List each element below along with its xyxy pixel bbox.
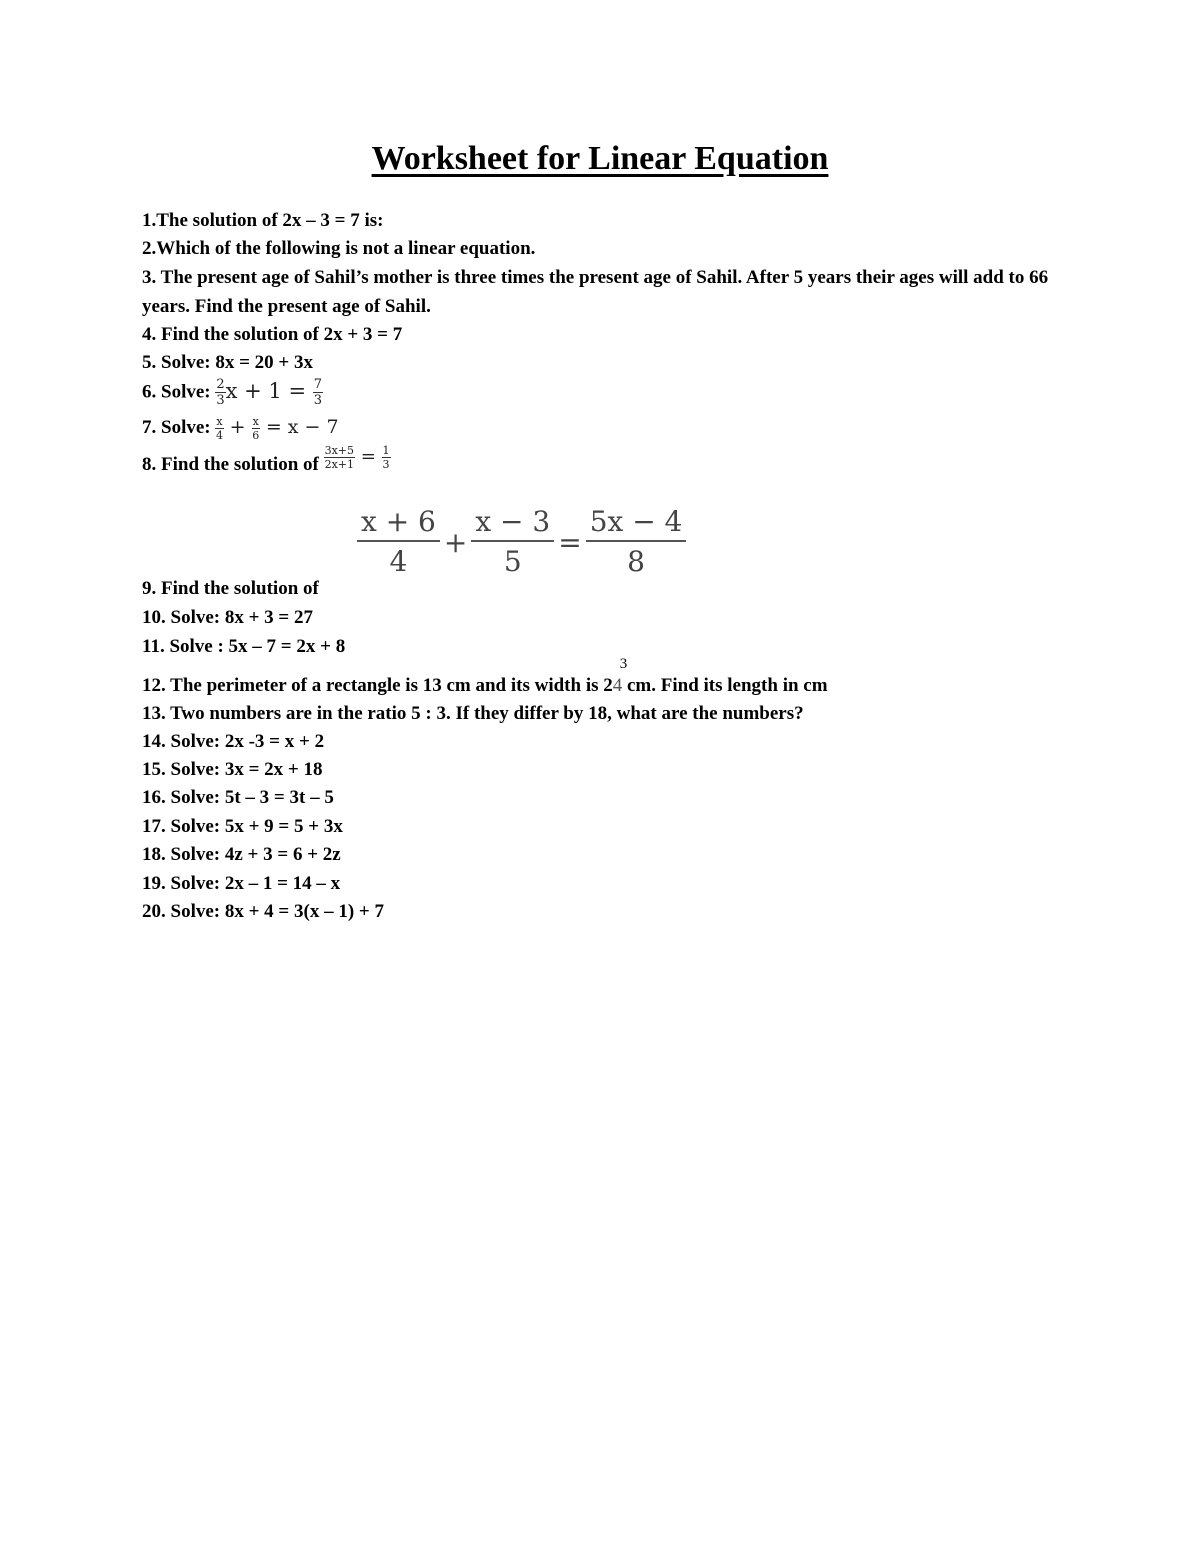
- question-6-equation: $\frac{2}{3}$ x + 1 = $\frac{7}{3}$: [216, 377, 323, 408]
- fraction: $\frac{1}{3}$: [382, 443, 390, 471]
- question-8: [142, 443, 391, 478]
- question-12: 12. The perimeter of a rectangle is 13 cm and its width is 2 3 4 cm. Find its length in cm: [142, 656, 828, 696]
- fraction: $\frac{x - 3}{5}$: [471, 508, 554, 576]
- question-16: 16. Solve: 5t – 3 = 3t – 5: [142, 787, 334, 808]
- question-18: 18. Solve: 4z + 3 = 6 + 2z: [142, 844, 341, 865]
- fraction: $\frac{x + 6}{4}$: [357, 508, 440, 576]
- question-14: 14. Solve: 2x -3 = x + 2: [142, 731, 325, 752]
- question-5: 5. Solve: 8x = 20 + 3x: [142, 352, 314, 373]
- question-13: 13. Two numbers are in the ratio 5 : 3. If they differ by 18, what are the numbers?: [142, 703, 804, 724]
- fraction: $\frac{2}{3}$: [216, 377, 225, 408]
- question-3: 3. The present age of Sahil’s mother is three times the present age of Sahil. After 5 years their ages will add to 66 years. Find the present age of Sahil.: [142, 267, 1049, 317]
- question-15: 15. Solve: 3x = 2x + 18: [142, 759, 323, 780]
- question-7: [142, 415, 339, 441]
- question-4: 4. Find the solution of 2x + 3 = 7: [142, 324, 403, 345]
- fraction: $\frac{3x+5}{2x+1}$: [324, 443, 355, 471]
- question-9-equation: $\frac{x + 6}{4}$ + $\frac{x - 3}{5}$ = $\frac{5x - 4}{8}$: [357, 508, 686, 576]
- question-20: 20. Solve: 8x + 4 = 3(x – 1) + 7: [142, 901, 384, 922]
- question-6-label: 6. Solve:: [142, 381, 211, 403]
- mixed-fraction: 3 4: [612, 656, 628, 696]
- question-2: 2.Which of the following is not a linear equation.: [142, 238, 536, 259]
- question-9: 9. Find the solution of: [142, 578, 319, 599]
- question-11: 11. Solve : 5x – 7 = 2x + 8: [142, 636, 346, 657]
- worksheet-title: Worksheet for Linear Equation: [371, 140, 829, 177]
- question-6: [142, 378, 323, 407]
- question-8-equation: $\frac{3x+5}{2x+1}$ = $\frac{1}{3}$: [324, 443, 390, 471]
- fraction: $\frac{7}{3}$: [313, 377, 323, 408]
- question-8-label: 8. Find the solution of: [142, 454, 319, 475]
- question-7-equation: $\frac{x}{4}$ + $\frac{x}{6}$ = x − 7: [215, 414, 339, 442]
- question-19: 19. Solve: 2x – 1 = 14 – x: [142, 873, 341, 894]
- question-7-label: 7. Solve:: [142, 417, 211, 438]
- question-10: 10. Solve: 8x + 3 = 27: [142, 607, 314, 628]
- fraction: $\frac{x}{6}$: [252, 414, 260, 442]
- question-1: 1.The solution of 2x – 3 = 7 is:: [142, 210, 384, 231]
- fraction: $\frac{5x - 4}{8}$: [586, 508, 687, 576]
- fraction: $\frac{x}{4}$: [215, 414, 223, 442]
- question-17: 17. Solve: 5x + 9 = 5 + 3x: [142, 816, 343, 837]
